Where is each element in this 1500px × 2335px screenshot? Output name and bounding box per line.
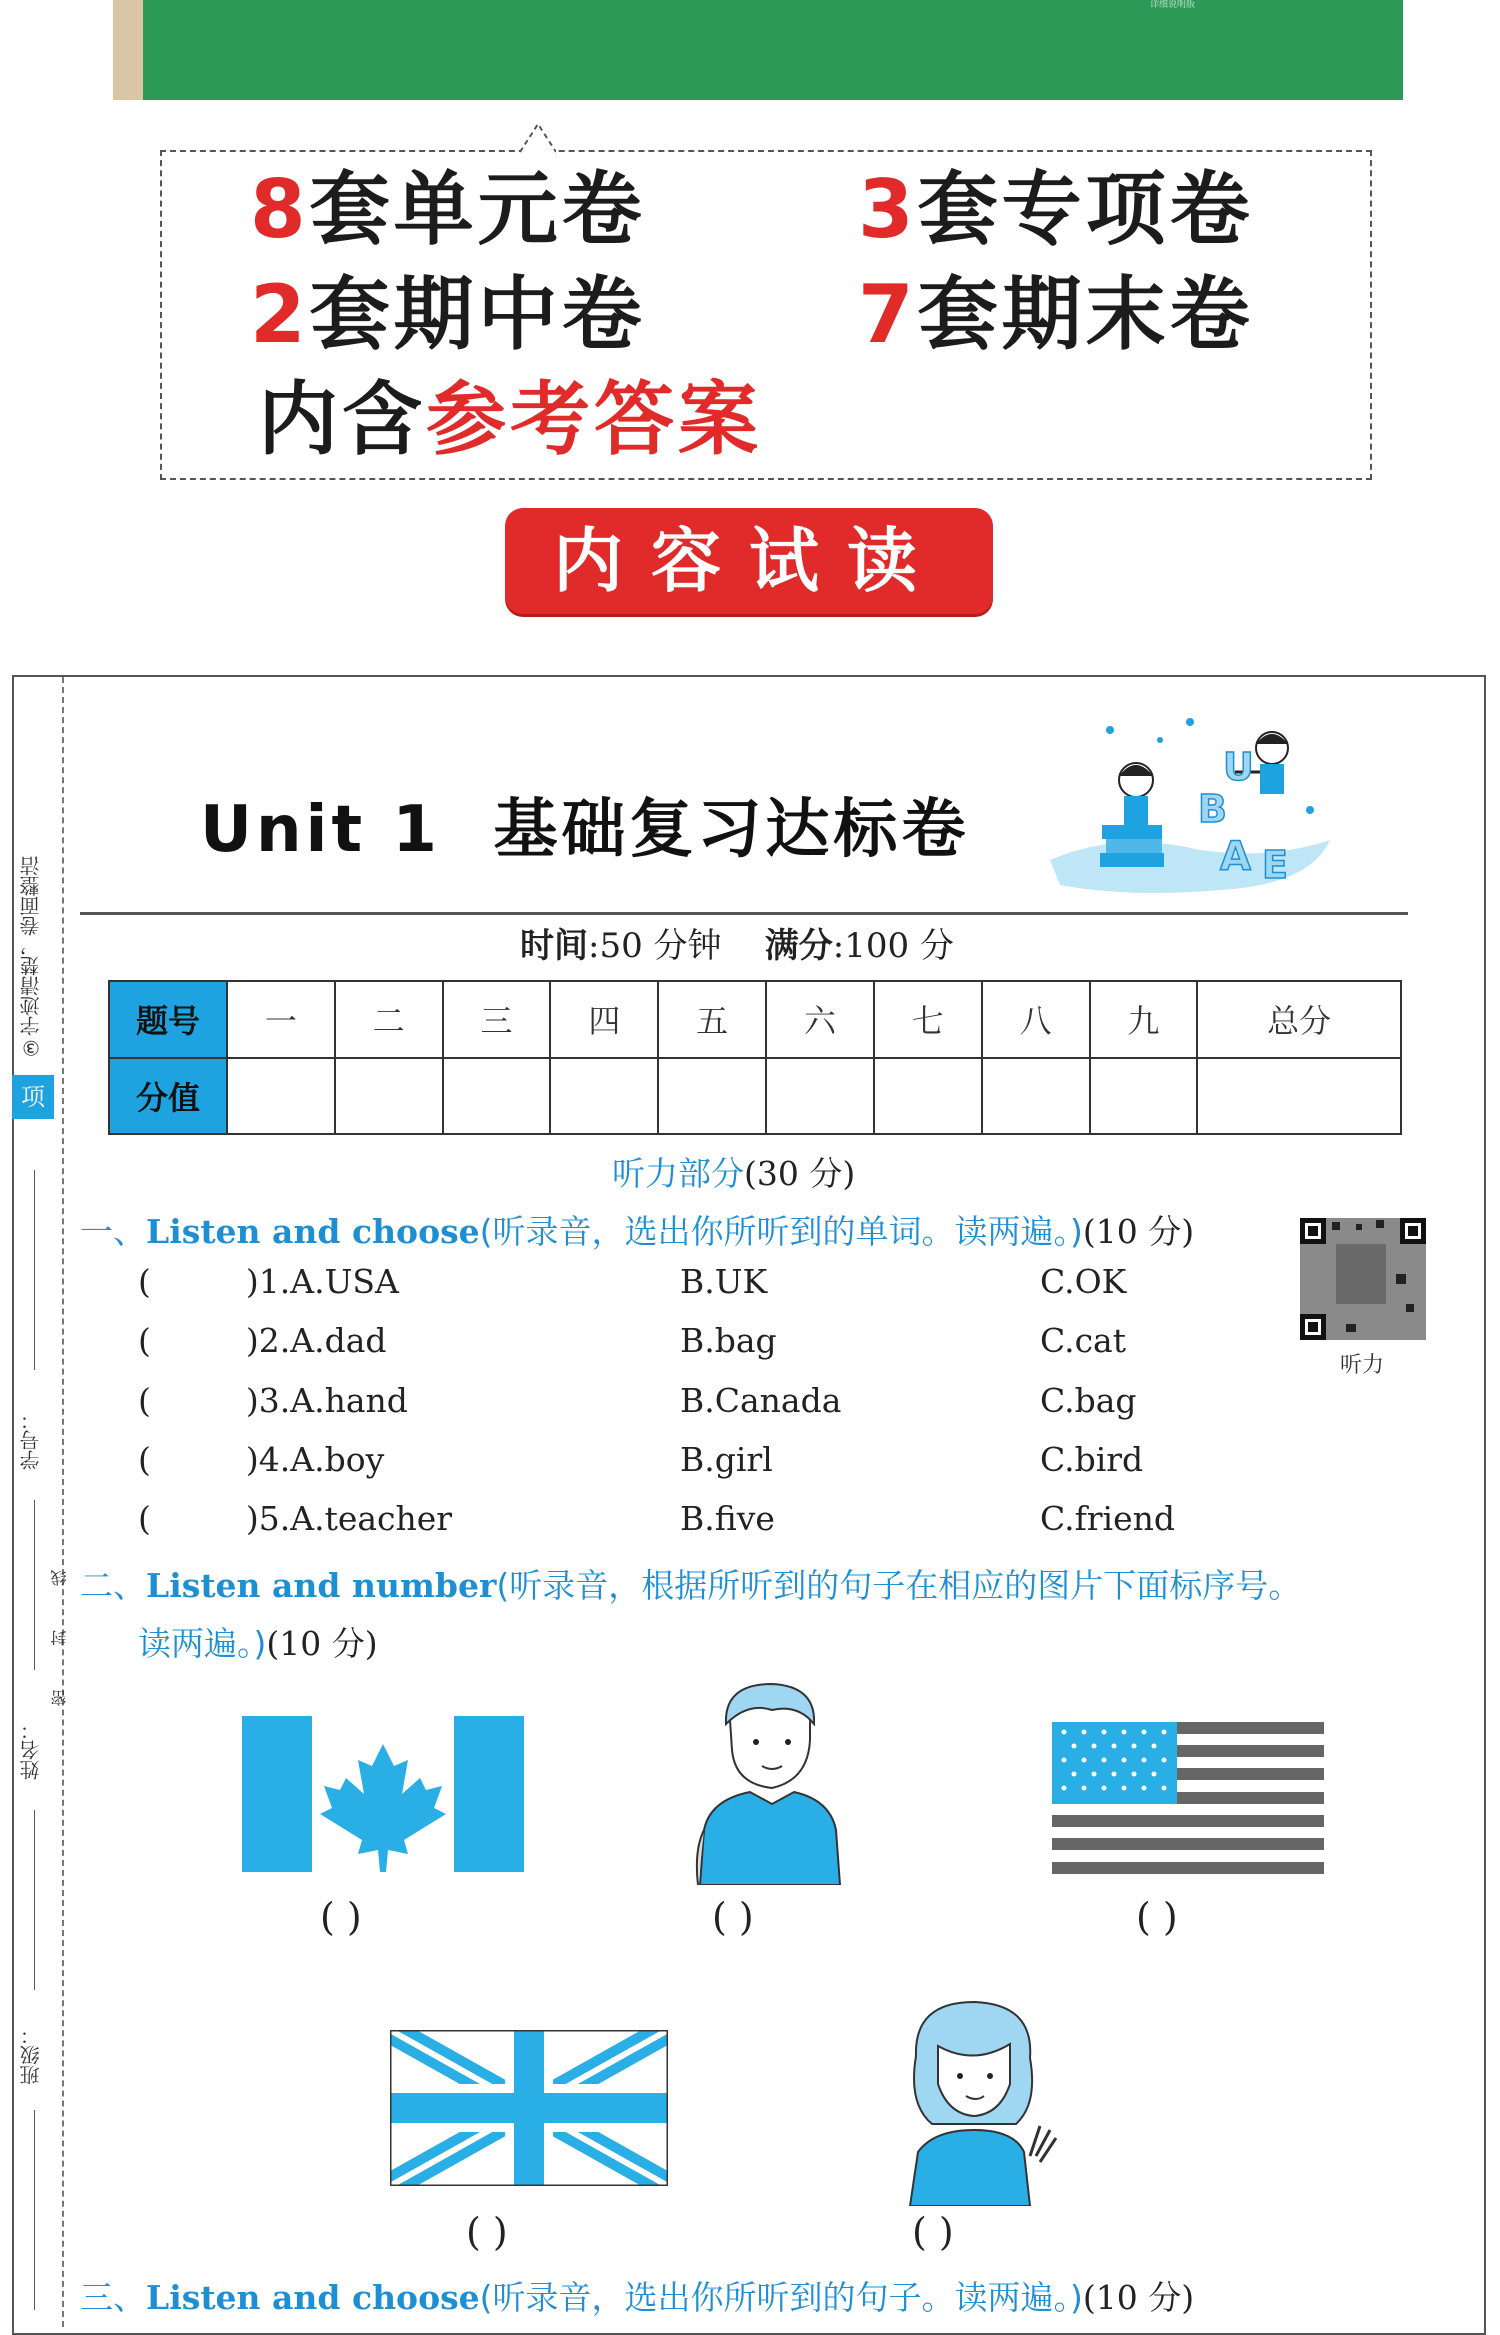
promo-final-papers: 7套期末卷 [858, 268, 1254, 361]
col-7: 七 [874, 981, 982, 1058]
question-4: ( )4.A.boy [138, 1440, 385, 1479]
section-1-heading: 一、Listen and choose(听录音，选出你所听到的单词。读两遍。)(10 分) [80, 1212, 1195, 1251]
question-number-label: 题号 [109, 981, 227, 1058]
girl-picture [890, 1996, 1060, 2206]
promo-special-papers: 3套专项卷 [858, 163, 1254, 256]
promo-unit-papers: 8套单元卷 [250, 163, 646, 256]
promo-answers: 内含参考答案 [258, 373, 762, 466]
paper-title: Unit 1 基础复习达标卷 [200, 793, 970, 867]
listening-qr-code[interactable] [1296, 1214, 1430, 1344]
option-a[interactable]: A.hand [290, 1381, 408, 1420]
col-2: 二 [335, 981, 443, 1058]
col-8: 八 [982, 981, 1090, 1058]
question-1: ( )1.A.USA [138, 1262, 399, 1301]
option-a[interactable]: A.teacher [290, 1499, 453, 1538]
question-1-option-c[interactable]: C.OK [1040, 1262, 1127, 1301]
title-divider [80, 912, 1408, 915]
section-2-heading-cont: 读两遍。)(10 分) [138, 1624, 378, 1663]
promo-midterm-papers: 2套期中卷 [250, 268, 646, 361]
col-3: 三 [443, 981, 551, 1058]
class-label: 班级： [19, 2025, 43, 2085]
canada-answer-blank[interactable]: ( ) [320, 1895, 362, 1939]
question-5-option-b[interactable]: B.five [680, 1499, 775, 1538]
score-cell[interactable] [982, 1058, 1090, 1135]
option-a[interactable]: A.USA [290, 1262, 399, 1301]
option-a[interactable]: A.dad [290, 1321, 387, 1360]
listening-part-title: 听力部分(30 分) [612, 1154, 856, 1193]
time-and-score: 时间:50 分钟 满分:100 分 [520, 926, 954, 966]
question-3: ( )3.A.hand [138, 1381, 408, 1420]
score-cell[interactable] [1197, 1058, 1401, 1135]
score-table [108, 980, 1402, 1135]
illustration-letter-a: A [1220, 834, 1251, 880]
usa-answer-blank[interactable]: ( ) [1136, 1895, 1178, 1939]
usa-flag-icon [1052, 1722, 1324, 1874]
kids-letters-illustration [1040, 710, 1340, 900]
question-1-option-b[interactable]: B.UK [680, 1262, 768, 1301]
option-a[interactable]: A.boy [290, 1440, 385, 1479]
question-3-option-c[interactable]: C.bag [1040, 1381, 1137, 1420]
id-underline [34, 1170, 35, 1370]
question-4-option-c[interactable]: C.bird [1040, 1440, 1144, 1479]
score-cell[interactable] [335, 1058, 443, 1135]
book-cover-small-text: 详细说明版 [1150, 0, 1196, 10]
sidebar-notice: ③字迹清楚，卷面整洁 [19, 856, 43, 1060]
score-cell[interactable] [1090, 1058, 1198, 1135]
illustration-letter-u: U [1223, 745, 1254, 789]
score-cell[interactable] [227, 1058, 335, 1135]
question-2-option-c[interactable]: C.cat [1040, 1321, 1126, 1360]
score-cell[interactable] [874, 1058, 982, 1135]
seal-word-seal: 封 [50, 1630, 69, 1646]
binding-dashed-line [62, 677, 64, 2327]
col-5: 五 [658, 981, 766, 1058]
question-5: ( )5.A.teacher [138, 1499, 453, 1538]
col-6: 六 [766, 981, 874, 1058]
book-spine [113, 0, 143, 100]
bubble-notch [520, 122, 556, 158]
question-3-option-b[interactable]: B.Canada [680, 1381, 842, 1420]
score-table-value-row [109, 1058, 1401, 1135]
illustration-letter-b: B [1198, 787, 1227, 831]
sidebar-tag: 项 [12, 1075, 54, 1119]
uk-flag-icon [390, 2030, 668, 2186]
content-preview-button[interactable]: 内容试读 [505, 508, 993, 614]
uk-answer-blank[interactable]: ( ) [466, 2210, 508, 2254]
col-total: 总分 [1197, 981, 1401, 1058]
col-4: 四 [550, 981, 658, 1058]
question-5-option-c[interactable]: C.friend [1040, 1499, 1176, 1538]
canada-flag-icon [242, 1716, 524, 1872]
seal-word-line: 线 [50, 1570, 69, 1586]
boy-picture [690, 1680, 850, 1885]
col-9: 九 [1090, 981, 1198, 1058]
score-value-label: 分值 [109, 1058, 227, 1135]
score-cell[interactable] [766, 1058, 874, 1135]
section-3-heading: 三、Listen and choose(听录音，选出你所听到的句子。读两遍。)(10 分) [80, 2278, 1195, 2317]
section-2-heading: 二、Listen and number(听录音，根据所听到的句子在相应的图片下面标序号。 [80, 1566, 1302, 1605]
qr-caption: 听力 [1340, 1353, 1385, 1378]
illustration-letter-e: E [1262, 843, 1288, 887]
score-cell[interactable] [443, 1058, 551, 1135]
boy-answer-blank[interactable]: ( ) [712, 1895, 754, 1939]
question-2-option-b[interactable]: B.bag [680, 1321, 777, 1360]
question-2: ( )2.A.dad [138, 1321, 387, 1360]
girl-answer-blank[interactable]: ( ) [912, 2210, 954, 2254]
id-label: 学号： [19, 1410, 43, 1470]
seal-word-secret: 密 [50, 1690, 69, 1706]
score-cell[interactable] [658, 1058, 766, 1135]
class-underline [34, 1810, 35, 1990]
col-1: 一 [227, 981, 335, 1058]
book-cover-bottom [113, 0, 1403, 100]
class-underline-2 [34, 2110, 35, 2310]
score-table-header-row [109, 981, 1401, 1058]
score-cell[interactable] [550, 1058, 658, 1135]
name-label: 姓名： [19, 1720, 43, 1780]
name-underline [34, 1500, 35, 1670]
question-4-option-b[interactable]: B.girl [680, 1440, 773, 1479]
